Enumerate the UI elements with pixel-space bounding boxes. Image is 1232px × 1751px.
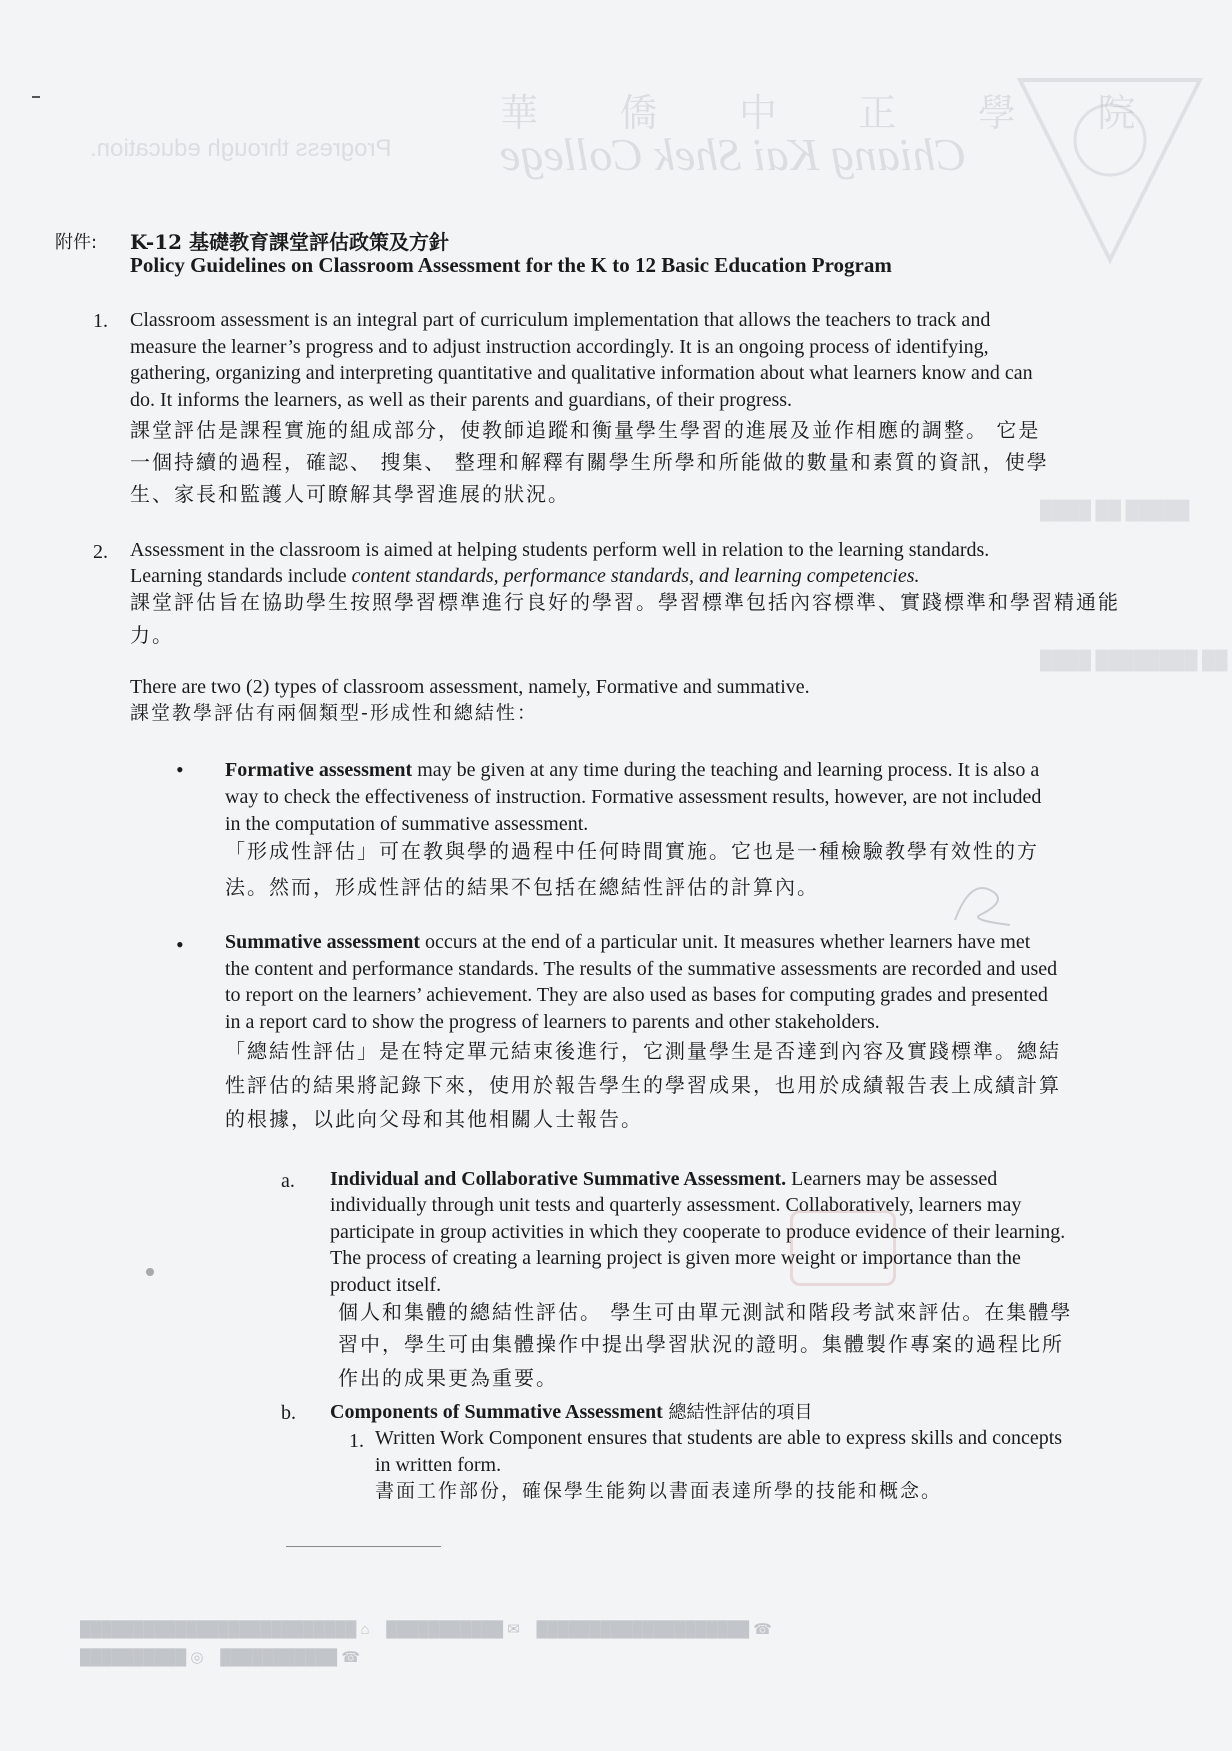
sub-a-en-line: participate in group activities in which they cooperate to produce evidence of their learning.	[330, 1221, 1066, 1243]
summative-en-line: in a report card to show the progress of learners to parents and other stakeholders.	[225, 1011, 880, 1033]
component-1-cn: 書面工作部份，確保學生能夠以書面表達所學的技能和概念。	[375, 1480, 943, 1502]
summative-en-line: to report on the learners’ achievement. They are also used as bases for computing grades and presented	[225, 984, 1048, 1006]
sub-a-en-rest: Learners may be assessed	[786, 1168, 998, 1190]
formative-en-line: in the computation of summative assessment.	[225, 813, 589, 835]
component-1-en-line: in written form.	[375, 1454, 502, 1476]
sub-b-term: Components of Summative Assessment	[330, 1401, 663, 1423]
sub-b-term-cn: 總結性評估的項目	[662, 1402, 813, 1423]
summative-term: Summative assessment	[225, 931, 420, 953]
item-2-cn-line: 力。	[130, 623, 174, 647]
item-1-en-line: Classroom assessment is an integral part of curriculum implementation that allows the teachers to track and	[130, 309, 991, 331]
footer-bleed-2: ☎ ███████████ ◎ ██████████	[80, 1649, 360, 1666]
annex-label: 附件:	[55, 232, 98, 253]
crest-bleed-icon	[1010, 70, 1210, 270]
signature-bleed-icon	[950, 870, 1020, 930]
sub-letter: b.	[281, 1402, 296, 1424]
formative-cn-line: 「形成性評估」可在教與學的過程中任何時間實施。它也是一種檢驗教學有效性的方	[225, 839, 1039, 863]
item-1-cn-line: 生、家長和監護人可瞭解其學習進展的狀況。	[130, 482, 570, 506]
formative-term: Formative assessment	[225, 759, 413, 781]
sub-a-cn-line: 個人和集體的總結性評估。 學生可由單元測試和階段考試來評估。在集體學	[338, 1300, 1073, 1324]
summative-en-line	[225, 929, 1030, 956]
scan-mark	[146, 1268, 154, 1276]
formative-en-line: way to check the effectiveness of instruction. Formative assessment results, however, are not included	[225, 786, 1042, 808]
item-1-cn-line: 課堂評估是課程實施的組成部分，使教師追蹤和衡量學生學習的進展及並作相應的調整。 它是	[130, 418, 1041, 442]
sub-a-en-line: The process of creating a learning project is given more weight or importance than the	[330, 1247, 1021, 1269]
item-1-en-line: do. It informs the learners, as well as their parents and guardians, of their progress.	[130, 389, 793, 411]
item-2-en-prefix: Learning standards include	[130, 565, 352, 587]
annex-title-cn: K-12 基礎教育課堂評估政策及方針	[130, 230, 450, 254]
item-1-cn-line: 一個持續的過程，確認、 搜集、 整理和解釋有關學生所學和所能做的數量和素質的資訊，使學	[130, 450, 1049, 474]
bullet-icon: •	[176, 757, 184, 782]
sub-a-cn-line: 作出的成果更為重要。	[338, 1366, 558, 1390]
formative-en-line	[225, 757, 1039, 784]
formative-en-rest: may be given at any time during the teaching and learning process. It is also a	[412, 759, 1040, 781]
item-2-cn-line: 課堂評估旨在協助學生按照學習標準進行良好的學習。學習標準包括內容標準、實踐標準和學習精通能	[130, 590, 1120, 614]
bleed-text-1: ████ ██ █████	[1040, 500, 1190, 520]
letterhead-bleed-motto: Progress through education.	[90, 135, 392, 162]
component-number: 1.	[349, 1430, 364, 1452]
types-intro-cn: 課堂教學評估有兩個類型-形成性和總結性：	[130, 702, 538, 724]
sub-a-en-line: individually through unit tests and quarterly assessment. Collaboratively, learners may	[330, 1194, 1022, 1216]
summative-en-line: the content and performance standards. The results of the summative assessments are recorded and used	[225, 958, 1058, 980]
summative-cn-line: 的根據，以此向父母和其他相關人士報告。	[225, 1107, 643, 1131]
item-2-en-italic: content standards, performance standards, and learning competencies.	[351, 565, 920, 587]
bullet-icon: •	[176, 932, 184, 957]
footer-rule	[286, 1546, 441, 1547]
sub-a-term: Individual and Collaborative Summative Assessment.	[330, 1168, 787, 1190]
types-intro-en: There are two (2) types of classroom assessment, namely, Formative and summative.	[130, 676, 810, 698]
summative-en-rest: occurs at the end of a particular unit. It measures whether learners have met	[420, 931, 1031, 953]
sub-a-en-line: product itself.	[330, 1274, 442, 1296]
item-number: 1.	[93, 310, 108, 332]
item-1-en-line: gathering, organizing and interpreting quantitative and qualitative information about what learners know and can	[130, 362, 1033, 384]
summative-cn-line: 性評估的結果將記錄下來，使用於報告學生的學習成果，也用於成績報告表上成績計算	[225, 1073, 1061, 1097]
letterhead-bleed-en: Chiang Kai Shek College	[500, 129, 967, 180]
item-2-en-line: Assessment in the classroom is aimed at helping students perform well in relation to the learning standards.	[130, 539, 990, 561]
component-1-en-line: Written Work Component ensures that students are able to express skills and concepts	[375, 1427, 1063, 1449]
letterhead-bleed-cn: 華 僑 中 正 學 院	[500, 93, 1172, 135]
item-1-en-line: measure the learner’s progress and to adjust instruction accordingly. It is an ongoing process of identifying,	[130, 336, 989, 358]
sub-a-en-line	[330, 1166, 997, 1193]
formative-cn-line: 法。然而，形成性評估的結果不包括在總結性評估的計算內。	[225, 875, 819, 899]
sub-letter: a.	[281, 1170, 295, 1192]
sub-a-cn-line: 習中，學生可由集體操作中提出學習狀況的證明。集體製作專案的過程比所	[338, 1332, 1064, 1356]
scan-mark	[32, 96, 40, 98]
item-number: 2.	[93, 541, 108, 563]
sub-b-heading	[330, 1399, 813, 1426]
bleed-text-2: ████ ████████ ██	[1040, 650, 1228, 670]
annex-title-en: Policy Guidelines on Classroom Assessment for the K to 12 Basic Education Program	[130, 253, 892, 277]
summative-cn-line: 「總結性評估」是在特定單元結束後進行，它測量學生是否達到內容及實踐標準。總結	[225, 1039, 1061, 1063]
footer-bleed-1: ☎ ████████████████████ ✉ ███████████ ⌂ ██████████████████████████	[80, 1621, 772, 1638]
